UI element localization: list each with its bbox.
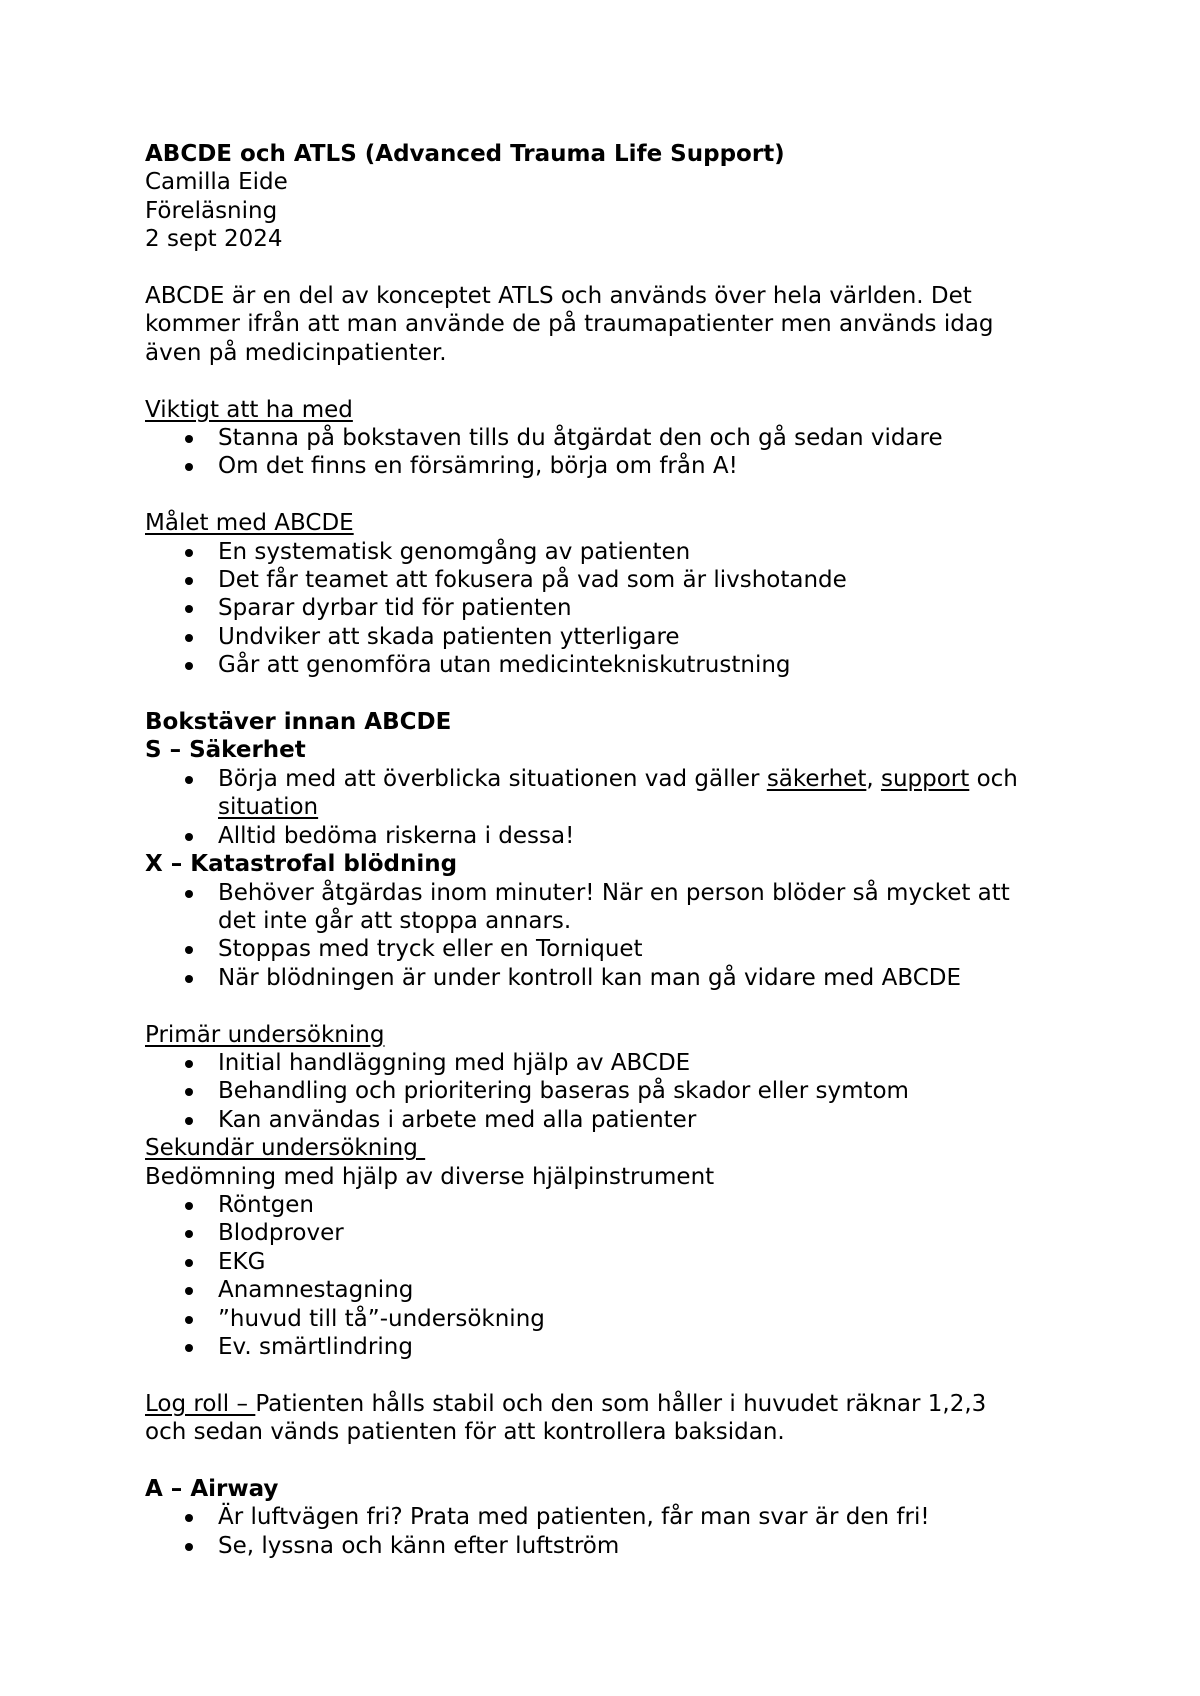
section-heading-sekundar: Sekundär undersökning <box>145 1135 426 1162</box>
bullet-icon <box>185 549 193 557</box>
sekundar-list <box>145 1191 1085 1361</box>
bullet-icon <box>185 1543 193 1551</box>
bullet-icon <box>185 1202 193 1210</box>
bullet-icon <box>185 975 193 983</box>
list-item-text: En systematisk genomgång av patienten <box>218 538 691 565</box>
list-item <box>145 538 1085 566</box>
list-item <box>145 879 1085 936</box>
date: 2 sept 2024 <box>145 226 283 253</box>
malet-list <box>145 538 1085 680</box>
list-item <box>145 1305 1085 1333</box>
intro-line: ABCDE är en del av konceptet ATLS och används över hela världen. Det <box>145 283 972 310</box>
bullet-icon <box>185 1287 193 1295</box>
list-item <box>145 424 1085 452</box>
list-item-text: Går att genomföra utan medicintekniskutrustning <box>218 652 791 679</box>
logroll-text-line: och sedan vänds patienten för att kontrollera baksidan. <box>145 1419 785 1446</box>
bullet-icon <box>185 833 193 841</box>
list-item-text: Är luftvägen fri? Prata med patienten, får man svar är den fri! <box>218 1504 930 1531</box>
section-heading-primar: Primär undersökning <box>145 1021 385 1048</box>
document-title: ABCDE och ATLS (Advanced Trauma Life Support) <box>145 141 785 167</box>
list-item <box>145 1049 1085 1077</box>
list-item-text: ”huvud till tå”-undersökning <box>218 1305 545 1332</box>
bullet-icon <box>185 1259 193 1267</box>
list-item-text: Se, lyssna och känn efter luftström <box>218 1532 620 1559</box>
list-item <box>145 822 1085 850</box>
spacer <box>145 481 1085 509</box>
list-item <box>145 935 1085 963</box>
list-item-continuation: det inte går att stoppa annars. <box>218 907 572 934</box>
list-item-text: När blödningen är under kontroll kan man gå vidare med ABCDE <box>218 964 961 991</box>
bullet-icon <box>185 463 193 471</box>
text-run: Börja med att överblicka situationen vad gäller <box>218 765 767 792</box>
primar-list <box>145 1049 1085 1134</box>
list-item-text: EKG <box>218 1248 266 1275</box>
list-item-text: Behöver åtgärdas inom minuter! När en person blöder så mycket att <box>218 879 1010 906</box>
list-item-text <box>218 766 1018 792</box>
list-item <box>145 1532 1085 1560</box>
bullet-icon <box>185 1230 193 1238</box>
logroll-text: Patienten hålls stabil och den som håller i huvudet räknar 1,2,3 <box>255 1390 987 1417</box>
spacer <box>145 992 1085 1020</box>
list-item <box>145 452 1085 480</box>
bullet-icon <box>185 1088 193 1096</box>
bullet-icon <box>185 776 193 784</box>
spacer <box>145 1361 1085 1389</box>
intro-line: kommer ifrån att man använde de på traumapatienter men används idag <box>145 311 994 338</box>
list-item-text: Om det finns en försämring, börja om från A! <box>218 453 738 480</box>
spacer <box>145 1447 1085 1475</box>
list-item-text: Röntgen <box>218 1191 314 1218</box>
list-item <box>145 1191 1085 1219</box>
bullet-icon <box>185 946 193 954</box>
section-heading-malet: Målet med ABCDE <box>145 510 354 537</box>
list-item <box>145 964 1085 992</box>
list-item <box>145 566 1085 594</box>
section-heading-bokstaver: Bokstäver innan ABCDE <box>145 709 452 736</box>
list-item-continuation <box>218 793 1085 821</box>
bullet-icon <box>185 1344 193 1352</box>
x-list <box>145 879 1085 993</box>
spacer <box>145 367 1085 395</box>
list-item <box>145 1106 1085 1134</box>
section-heading-viktigt: Viktigt att ha med <box>145 396 353 423</box>
underlined-term-sakerhet: säkerhet <box>766 765 867 792</box>
list-item-text: Blodprover <box>218 1220 344 1247</box>
list-item <box>145 594 1085 622</box>
document-page <box>145 140 1085 1560</box>
s-list <box>145 765 1085 850</box>
underlined-term-support: support <box>880 765 970 792</box>
text-run: och <box>969 765 1018 792</box>
document-type: Föreläsning <box>145 197 278 224</box>
section-heading-airway: A – Airway <box>145 1475 279 1502</box>
list-item-text: Stoppas med tryck eller en Torniquet <box>218 936 643 963</box>
spacer <box>145 254 1085 282</box>
list-item <box>145 765 1085 822</box>
list-item-text: Initial handläggning med hjälp av ABCDE <box>218 1049 691 1076</box>
list-item <box>145 1077 1085 1105</box>
list-item-text: Alltid bedöma riskerna i dessa! <box>218 822 575 849</box>
list-item <box>145 1333 1085 1361</box>
bullet-icon <box>185 577 193 585</box>
bullet-icon <box>185 1514 193 1522</box>
list-item-text: Undviker att skada patienten ytterligare <box>218 623 680 650</box>
list-item <box>145 1276 1085 1304</box>
subheading-x: X – Katastrofal blödning <box>145 851 458 878</box>
list-item <box>145 1503 1085 1531</box>
list-item-text: Behandling och prioritering baseras på skador eller symtom <box>218 1078 909 1105</box>
viktigt-list <box>145 424 1085 481</box>
spacer <box>145 680 1085 708</box>
bullet-icon <box>185 1316 193 1324</box>
bullet-icon <box>185 634 193 642</box>
airway-list <box>145 1503 1085 1560</box>
intro-line: även på medicinpatienter. <box>145 339 447 366</box>
bullet-icon <box>185 605 193 613</box>
list-item <box>145 1219 1085 1247</box>
list-item-text: Stanna på bokstaven tills du åtgärdat den och gå sedan vidare <box>218 425 943 452</box>
sekundar-intro: Bedömning med hjälp av diverse hjälpinstrument <box>145 1163 715 1190</box>
list-item-text: Det får teamet att fokusera på vad som är livshotande <box>218 567 847 594</box>
underlined-term-situation: situation <box>218 794 319 821</box>
text-run: , <box>866 765 881 792</box>
logroll-paragraph <box>145 1390 1085 1418</box>
bullet-icon <box>185 890 193 898</box>
list-item <box>145 651 1085 679</box>
logroll-label: Log roll – <box>145 1390 256 1417</box>
bullet-icon <box>185 435 193 443</box>
bullet-icon <box>185 1117 193 1125</box>
list-item <box>145 623 1085 651</box>
list-item-text: Anamnestagning <box>218 1277 414 1304</box>
bullet-icon <box>185 662 193 670</box>
list-item-text: Kan användas i arbete med alla patienter <box>218 1106 697 1133</box>
subheading-s: S – Säkerhet <box>145 737 306 764</box>
list-item-text: Ev. smärtlindring <box>218 1333 413 1360</box>
list-item <box>145 1248 1085 1276</box>
author: Camilla Eide <box>145 169 288 196</box>
bullet-icon <box>185 1060 193 1068</box>
list-item-text: Sparar dyrbar tid för patienten <box>218 595 572 622</box>
